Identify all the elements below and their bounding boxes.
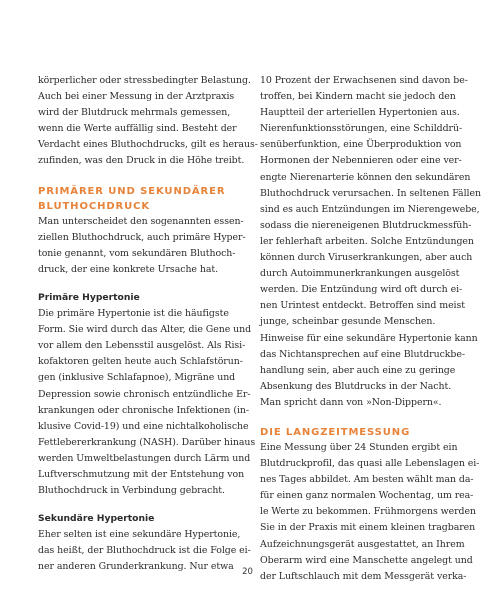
text-line: sodass die niereneigenen Blutdruckmessfüh- [260, 219, 472, 231]
text-line: 10 Prozent der Erwachsenen sind davon be- [260, 75, 468, 86]
text-line: tonie genannt, vom sekundären Bluthoch- [38, 247, 236, 259]
text-line: druck, der eine konkrete Ursache hat. [38, 263, 219, 275]
text-line: Eine Messung über 24 Stunden ergibt ein [260, 441, 458, 453]
text-line: das heißt, der Bluthochdruck ist die Folge ei- [38, 545, 251, 557]
text-line: kofaktoren gelten heute auch Schlafstörun- [38, 356, 243, 368]
text-line: zufinden, was den Druck in die Höhe treibt. [38, 155, 245, 167]
text-line: Hinweise für eine sekundäre Hypertonie kann [260, 332, 478, 344]
text-line: Oberarm wird eine Manschette angelegt und [260, 554, 473, 566]
text-line: Auch bei einer Messung in der Arztpraxis [38, 91, 235, 103]
subheading-secondary-hypertension: Sekundäre Hypertonie [38, 513, 155, 525]
text-line: für einen ganz normalen Wochentag, um rea- [260, 490, 474, 502]
text-line: Fettlebererkrankung (NASH). Darüber hinaus [38, 436, 256, 448]
long-term-paragraph [260, 440, 480, 585]
text-line: junge, scheinbar gesunde Menschen. [260, 316, 436, 328]
text-line: das Nichtansprechen auf eine Blutdruckbe- [260, 348, 465, 360]
text-line: engte Nierenarterie können den sekundären [260, 171, 471, 183]
text-line: Absenkung des Blutdrucks in der Nacht. [260, 380, 452, 392]
text-line: ner anderen Grunderkrankung. Nur etwa [38, 561, 234, 573]
heading-line: BLUTHOCHDRUCK [38, 200, 151, 212]
text-line: werden. Die Entzündung wird oft durch ei- [260, 284, 463, 296]
text-line: wenn die Werte auffällig sind. Besteht der [38, 123, 237, 135]
section-heading-long-term-measurement: DIE LANGZEITMESSUNG [260, 426, 411, 438]
primary-paragraph [38, 306, 256, 499]
text-line: klusive Covid-19) und eine nichtalkoholische [38, 420, 249, 432]
text-line: Man spricht dann von »Non-Dippern«. [260, 396, 442, 408]
text-line: Bluthochdruck verursachen. In seltenen Fällen [260, 187, 481, 199]
text-line: senüberfunktion, eine Überproduktion von [260, 139, 462, 151]
right-column [260, 73, 481, 585]
text-line: der Luftschlauch mit dem Messgerät verka- [260, 570, 467, 582]
text-line: Form. Sie wird durch das Alter, die Gene und [38, 324, 252, 336]
intro-paragraph [38, 73, 258, 170]
text-line: körperlicher oder stressbedingter Belastung. [38, 75, 251, 86]
text-line: nen Urintest entdeckt. Betroffen sind meist [260, 300, 465, 312]
text-line: handlung sein, aber auch eine zu geringe [260, 364, 456, 376]
text-line: wird der Blutdruck mehrmals gemessen, [38, 107, 231, 119]
text-line: werden Umweltbelastungen durch Lärm und [38, 452, 251, 464]
text-line: Eher selten ist eine sekundäre Hypertonie, [38, 529, 241, 541]
text-line: Die primäre Hypertonie ist die häufigste [38, 308, 229, 320]
text-line: Nierenfunktionsstörungen, eine Schilddrü- [260, 123, 463, 135]
text-line: können durch Viruserkrankungen, aber auch [260, 252, 473, 264]
text-line: krankungen oder chronische Infektionen (in- [38, 404, 250, 416]
text-line: gen (inklusive Schlafapnoe), Migräne und [38, 372, 236, 384]
text-line: durch Autoimmunerkrankungen ausgelöst [260, 268, 460, 280]
subheading-primary-hypertension: Primäre Hypertonie [38, 291, 140, 303]
text-line: Depression sowie chronisch entzündliche Er- [38, 388, 251, 400]
text-line: le Werte zu bekommen. Frühmorgens werden [260, 506, 476, 518]
text-line: vor allem den Lebensstil ausgelöst. Als Risi- [38, 340, 246, 352]
text-line: Man unterscheidet den sogenannten essen- [38, 215, 244, 227]
heading-line: PRIMÄRER UND SEKUNDÄRER [38, 185, 226, 197]
section-paragraph [38, 214, 248, 278]
text-line: Verdacht eines Bluthochdrucks, gilt es heraus- [38, 139, 258, 151]
text-line: Aufzeichnungsgerät ausgestattet, an Ihrem [260, 538, 465, 550]
text-line: ziellen Bluthochdruck, auch primäre Hyper- [38, 231, 246, 243]
text-line: Hauptteil der arteriellen Hypertonien aus. [260, 107, 460, 119]
text-line: ler fehlerhaft arbeiten. Solche Entzündungen [260, 235, 474, 247]
text-line: nes Tages abbildet. Am besten wählt man da- [260, 474, 474, 486]
text-line: troffen, bei Kindern macht sie jedoch den [260, 91, 456, 103]
text-line: Blutdruckprofil, das quasi alle Lebenslagen ei- [260, 458, 480, 470]
page-number: 20 [242, 567, 253, 577]
section-heading-primary-secondary [38, 184, 248, 214]
text-line: Sie in der Praxis mit einem kleinen tragbaren [260, 522, 476, 534]
text-line: Hormonen der Nebennieren oder eine ver- [260, 155, 462, 167]
continued-paragraph [260, 73, 481, 411]
text-line: sind es auch Entzündungen im Nierengewebe, [260, 203, 480, 215]
text-line: Luftverschmutzung mit der Entstehung von [38, 468, 245, 480]
text-line: Bluthochdruck in Verbindung gebracht. [38, 485, 225, 497]
